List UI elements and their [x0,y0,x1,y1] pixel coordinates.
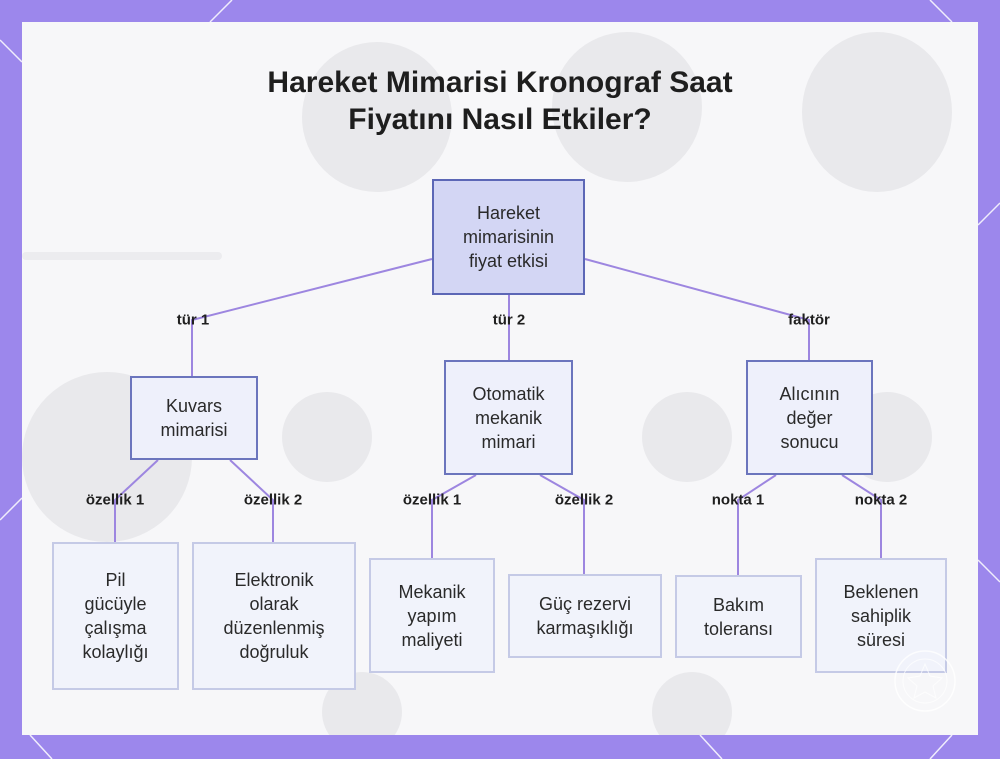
edge-label-quartz-feature1: özellik 1 [85,491,145,509]
node-battery [52,542,179,690]
node-quartz [130,376,258,460]
node-buyer [746,360,873,475]
node-battery-label: Pil gücüyle çalışma kolaylığı [82,570,149,662]
edge-label-buyer-point2: nokta 2 [854,491,908,509]
node-power-reserve [508,574,662,658]
edge-label-quartz-feature2: özellik 2 [243,491,303,509]
node-mechanical-cost [369,558,495,673]
node-maintenance-label: Bakım toleransı [703,594,774,639]
node-electronic-label: Elektronik olarak düzenlenmiş doğruluk [223,570,325,662]
edge-label-buyer-point1: nokta 1 [711,491,765,509]
edge-automatic-mechanical [432,475,476,558]
title-line-1: Hareket Mimarisi Kronograf Saat [267,66,733,99]
edge-root-quartz [192,259,432,376]
node-power-reserve-label: Güç rezervi karmaşıklığı [536,594,634,638]
node-mechanical-cost-label: Mekanik yapım maliyeti [398,581,466,650]
node-buyer-label: Alıcının değer sonucu [779,383,840,452]
node-electronic [192,542,356,690]
seal-watermark-icon [890,646,960,716]
edge-label-factor: faktör [788,311,830,329]
node-quartz-label: Kuvars mimarisi [160,396,228,440]
edge-root-buyer [585,259,809,360]
node-automatic-label: Otomatik mekanik mimari [472,383,545,452]
node-root-label: Hareket mimarisinin fiyat etkisi [462,203,554,271]
edge-label-automatic-feature1: özellik 1 [402,491,462,509]
title-line-2: Fiyatını Nasıl Etkiler? [348,103,652,136]
node-root [432,179,585,295]
edge-label-automatic-feature2: özellik 2 [554,491,614,509]
edge-label-type1: tür 1 [176,311,210,329]
edge-buyer-ownership [842,475,881,558]
edge-label-type2: tür 2 [492,311,526,329]
node-ownership-label: Beklenen sahiplik süresi [843,581,919,650]
edge-automatic-power [540,475,584,574]
node-maintenance [675,575,802,658]
node-automatic [444,360,573,475]
edge-buyer-maintenance [738,475,776,575]
